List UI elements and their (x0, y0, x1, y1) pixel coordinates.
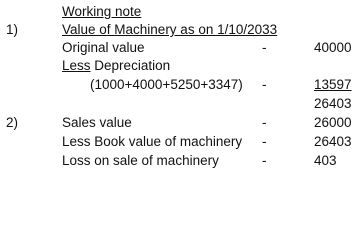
less-depreciation-label (62, 58, 170, 73)
section-1-number: 1) (6, 22, 19, 37)
book-value-amount: 26403 (314, 96, 352, 111)
heading: Working note (62, 4, 142, 19)
less-book-value-dash: - (262, 134, 267, 149)
less-word: Less (62, 58, 91, 73)
depreciation-dash: - (262, 77, 267, 92)
less-book-value-amount: 26403 (314, 134, 352, 149)
sales-value-dash: - (262, 115, 267, 130)
loss-on-sale-dash: - (262, 153, 267, 168)
sales-value-label: Sales value (62, 115, 132, 130)
original-value-amount: 40000 (314, 40, 352, 55)
section-2-number: 2) (6, 115, 19, 130)
depreciation-calculation: (1000+4000+5250+3347) (90, 77, 243, 92)
section-1-title: Value of Machinery as on 1/10/2033 (62, 22, 278, 37)
loss-on-sale-amount: 403 (314, 153, 337, 168)
depreciation-word: Depreciation (94, 58, 171, 73)
original-value-label: Original value (62, 40, 145, 55)
depreciation-total: 13597 (314, 77, 352, 92)
sales-value-amount: 26000 (314, 115, 352, 130)
original-value-dash: - (262, 40, 267, 55)
less-book-value-label: Less Book value of machinery (62, 134, 243, 149)
loss-on-sale-label: Loss on sale of machinery (62, 153, 219, 168)
